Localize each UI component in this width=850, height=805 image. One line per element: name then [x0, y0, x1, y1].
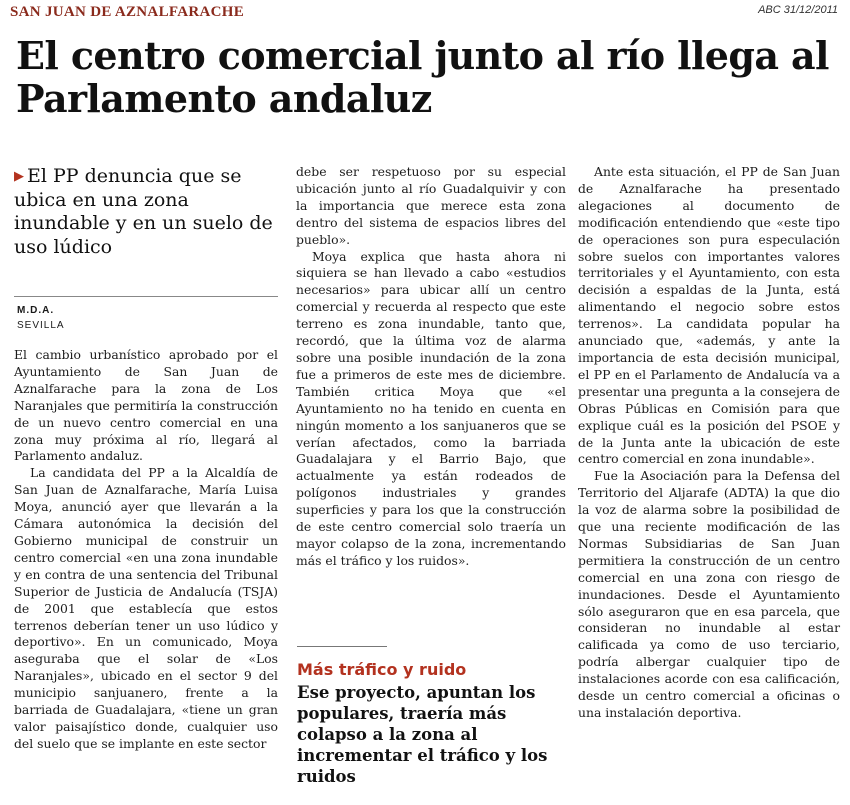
- paragraph: El cambio urbanístico aprobado por el Ayuntamiento de San Juan de Aznalfarache para la zona de Los Naranjales que permitiría la construcción de un nuevo centro comercial en una zona muy próxima al río, llegará al Parlamento andaluz.: [14, 347, 278, 464]
- paragraph: Ante esta situación, el PP de San Juan de Aznalfarache ha presentado alegaciones al documento de modificación entendiendo que «este tipo de operaciones son pura especulación sobre suelos con importantes valores territoriales y el Ayuntamiento, con esta decisión a espaldas de la Junta, está alimentando el negocio sobre estos terrenos». La candidata popular ha anunciado que, «además, y ante la importancia de esta decisión municipal, el PP en el Parlamento de Andalucía va a presentar una pregunta a la consejera de Obras Públicas en Comisión para que explique cuál es la posición del PSOE y de la Junta ante la ubicación de este centro comercial en zona inundable».: [578, 164, 840, 467]
- byline-city: SEVILLA: [17, 320, 65, 331]
- divider: [297, 646, 387, 647]
- byline-author: M.D.A.: [17, 305, 55, 316]
- subhead: [14, 165, 279, 259]
- bullet-arrow-icon: ▶: [14, 169, 24, 184]
- headline: El centro comercial junto al río llega al Parlamento andaluz: [16, 33, 829, 121]
- callout-heading: Más tráfico y ruido: [297, 660, 467, 679]
- divider: [14, 296, 278, 297]
- section-label: SAN JUAN DE AZNALFARACHE: [10, 4, 245, 20]
- source-date: ABC 31/12/2011: [758, 4, 838, 16]
- article-column-2: [296, 164, 566, 570]
- article-column-1: [14, 347, 278, 753]
- paragraph: Fue la Asociación para la Defensa del Territorio del Aljarafe (ADTA) la que dio la voz de alarma sobre la posibilidad de que una reciente modificación de las Normas Subsidiarias de San Juan permitiera la construcción de un centro comercial en una zona con riesgo de inundaciones. Desde el Ayuntamiento sólo aseguraron que en esa parcela, que consideran no inundable al estar calificada ya como de uso terciario, podría albergar cualquier tipo de instalaciones acorde con esa calificación, desde un centro comercial a oficinas o una instalación deportiva.: [578, 468, 840, 720]
- subhead-text: El PP denuncia que se ubica en una zona inundable y en un suelo de uso lúdico: [14, 165, 273, 258]
- paragraph: La candidata del PP a la Alcaldía de San Juan de Aznalfarache, María Luisa Moya, anunció ayer que llevarán a la Cámara autonómica la decisión del Gobierno municipal de construir un centro comercial «en una zona inundable y en contra de una sentencia del Tribunal Superior de Justicia de Andalucía (TSJA) de 2001 que establecía que estos terrenos deberían tener un uso lúdico y deportivo». En un comunicado, Moya aseguraba que el solar de «Los Naranjales», ubicado en el sector 9 del municipio sanjuanero, frente a la barriada de Guadalajara, «tiene un gran valor paisajístico donde, cualquier uso del suelo que se implante en este sector: [14, 465, 278, 751]
- paragraph: Moya explica que hasta ahora ni siquiera se han llevado a cabo «estudios necesarios» para ubicar allí un centro comercial y recuerda al respecto que este terreno es zona inundable, tanto que, recordó, que la última voz de alarma sobre una posible inundación de la zona fue a primeros de este mes de diciembre. También critica Moya que «el Ayuntamiento no ha tenido en cuenta en ningún momento a los sanjuaneros que se verían afectados, como la barriada Guadalajara y el Barrio Bajo, que actualmente ya están rodeados de polígonos industriales y grandes superficies y para los que la construcción de este centro comercial solo traería un mayor colapso de la zona, incrementando más el tráfico y los ruidos».: [296, 248, 566, 568]
- paragraph: debe ser respetuoso por su especial ubicación junto al río Guadalquivir y con la importancia que merece esta zona dentro del sistema de espacios libres del pueblo».: [296, 164, 566, 247]
- article-column-3: [578, 164, 840, 722]
- callout-text: Ese proyecto, apuntan los populares, traería más colapso a la zona al incrementar el tráfico y los ruidos: [297, 683, 548, 786]
